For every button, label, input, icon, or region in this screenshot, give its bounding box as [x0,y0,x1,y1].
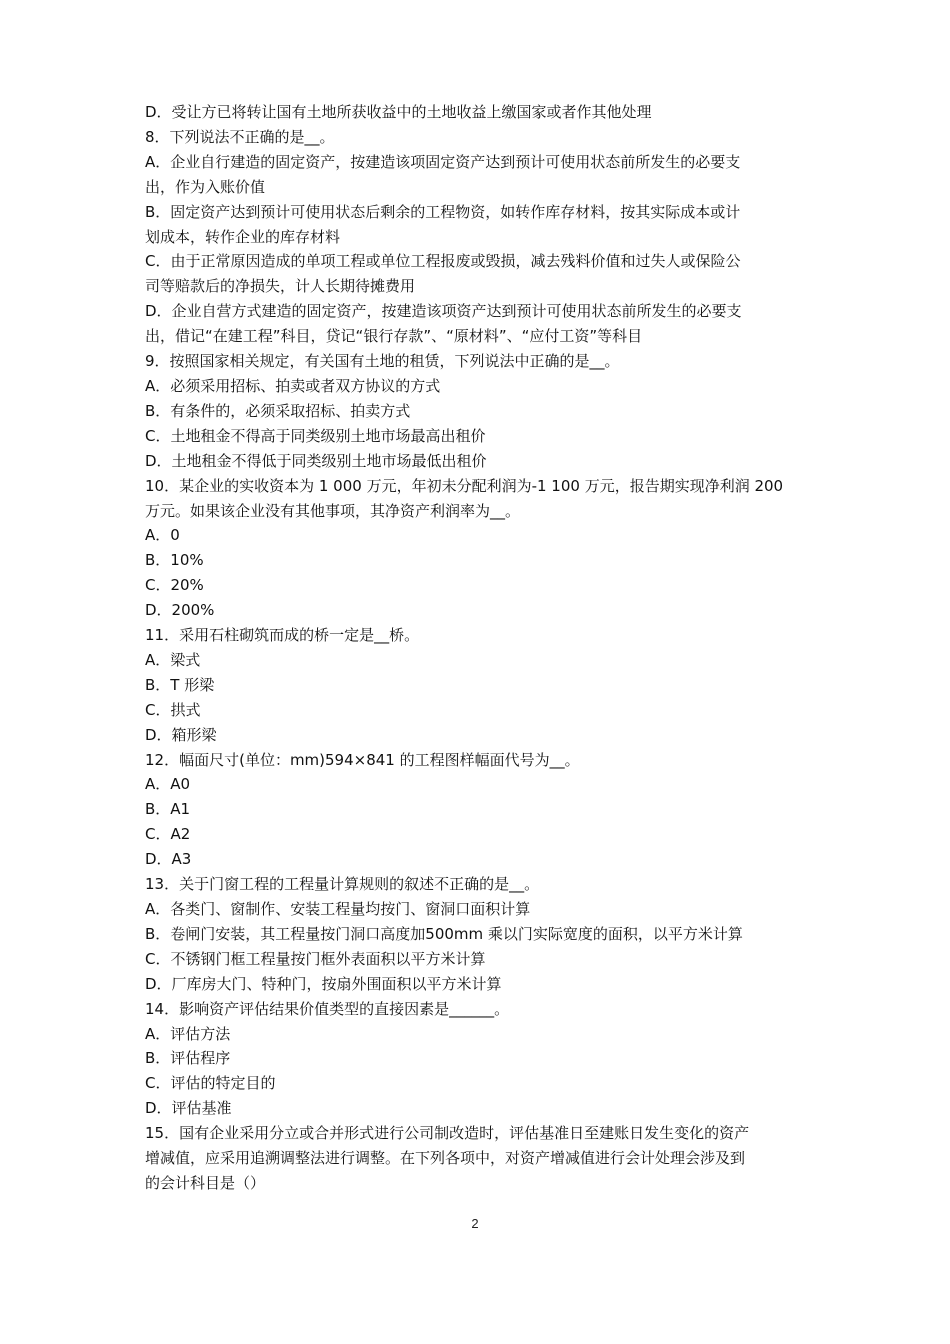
text-line: A．A0 [145,775,191,794]
text-line: 万元。如果该企业没有其他事项，其净资产利润率为__。 [145,501,521,520]
text-line: A．企业自行建造的固定资产，按建造该项固定资产达到预计可使用状态前所发生的必要支 [145,152,741,171]
text-line: 出，作为入账价值 [145,177,266,196]
text-line: B．T 形梁 [145,675,215,694]
text-line: B．有条件的，必须采取招标、拍卖方式 [145,401,411,420]
text-line: C．评估的特定目的 [145,1074,276,1093]
text-line: D．箱形梁 [145,725,217,744]
text-line: C．土地租金不得高于同类级别土地市场最高出租价 [145,426,486,445]
page-number: 2 [471,1216,479,1231]
text-line: D．评估基准 [145,1099,232,1118]
text-line: A．0 [145,526,180,545]
text-line: 划成本，转作企业的库存材料 [145,227,341,246]
text-line: C．20% [145,576,204,595]
text-line: D．受让方已将转让国有土地所获收益中的土地收益上缴国家或者作其他处理 [145,103,652,121]
text-line: C．由于正常原因造成的单项工程或单位工程报废或毁损，减去残料价值和过失人或保险公 [145,252,741,271]
text-line: A．各类门、窗制作、安装工程量均按门、窗洞口面积计算 [145,900,531,918]
text-line: 10．某企业的实收资本为 1 000 万元，年初未分配利润为-1 100 万元，报告期实现净利润 200 [145,476,784,495]
text-line: A．评估方法 [145,1024,231,1043]
text-line: B．10% [145,551,204,570]
text-line: 9．按照国家相关规定，有关国有土地的租赁，下列说法中正确的是__。 [145,352,620,371]
text-line: 11．采用石柱砌筑而成的桥一定是__桥。 [145,626,420,645]
text-line: B．卷闸门安装，其工程量按门洞口高度加500mm 乘以门实际宽度的面积，以平方米计算 [145,924,743,943]
text-line: D．企业自营方式建造的固定资产，按建造该项资产达到预计可使用状态前所发生的必要支 [145,302,742,321]
text-line: C．A2 [145,825,191,844]
text-line: B．固定资产达到预计可使用状态后剩余的工程物资，如转作库存材料，按其实际成本或计 [145,202,741,221]
text-line: A．必须采用招标、拍卖或者双方协议的方式 [145,376,441,395]
text-line: 增减值，应采用追溯调整法进行调整。在下列各项中，对资产增减值进行会计处理会涉及到 [145,1149,746,1168]
text-line: C．拱式 [145,700,201,719]
text-line: A．梁式 [145,650,201,669]
text-line: 14．影响资产评估结果价值类型的直接因素是______。 [145,999,510,1018]
text-line: D．土地租金不得低于同类级别土地市场最低出租价 [145,451,487,470]
text-line: 出，借记“在建工程”科目，贷记“银行存款”、“原材料”、“应付工资”等科目 [145,327,643,346]
text-line: 15．国有企业采用分立或合并形式进行公司制改造时，评估基准日至建账日发生变化的资产 [145,1124,750,1143]
text-line: 13．关于门窗工程的工程量计算规则的叙述不正确的是__。 [145,875,540,894]
text-line: D．200% [145,601,215,620]
text-line: D．A3 [145,850,192,869]
text-line: 的会计科目是（） [145,1173,266,1192]
text-line: 司等赔款后的净损失，计人长期待摊费用 [145,277,416,296]
text-line: B．A1 [145,800,191,819]
text-line: D．厂库房大门、特种门，按扇外围面积以平方米计算 [145,974,502,993]
text-line: 8．下列说法不正确的是__。 [145,127,335,146]
text-line: C．不锈钢门框工程量按门框外表面积以平方米计算 [145,949,486,968]
text-line: 12．幅面尺寸(单位：mm)594×841 的工程图样幅面代号为__。 [145,750,580,769]
text-line: B．评估程序 [145,1049,231,1068]
document-body [145,100,817,1196]
